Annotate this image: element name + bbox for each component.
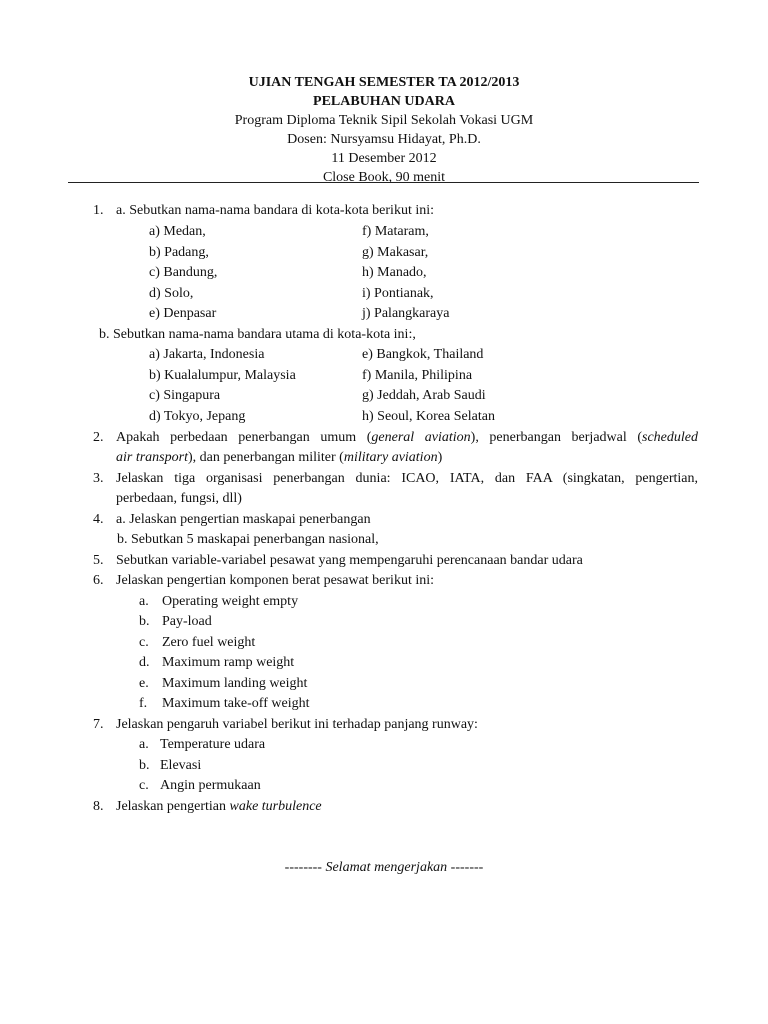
exam-program: Program Diploma Teknik Sipil Sekolah Vokasi UGM xyxy=(234,113,534,128)
q1-number: 1. xyxy=(93,203,104,218)
q6-item-letter: e. xyxy=(139,676,149,691)
q6-item-letter: c. xyxy=(139,635,149,650)
q3-line-1 xyxy=(116,469,698,489)
q2-line-2 xyxy=(116,448,442,468)
q6-item-letter: f. xyxy=(139,696,148,711)
exam-lecturer: Dosen: Nursyamsu Hidayat, Ph.D. xyxy=(287,132,481,147)
q4-number: 4. xyxy=(93,512,104,527)
q1a-left-item: d) Solo, xyxy=(149,286,194,301)
q1a-left-item: e) Denpasar xyxy=(149,306,217,321)
q1b-left-item: b) Kualalumpur, Malaysia xyxy=(149,368,296,383)
q6-item-text: Pay-load xyxy=(162,614,212,629)
exam-mode: Close Book, 90 menit xyxy=(322,170,446,185)
q1b-left-item: a) Jakarta, Indonesia xyxy=(149,347,265,362)
q1b-right-item: h) Seoul, Korea Selatan xyxy=(362,409,495,424)
closing-text: Selamat mengerjakan xyxy=(325,860,448,875)
closing-line xyxy=(0,858,768,878)
q6-item-text: Zero fuel weight xyxy=(162,635,256,650)
q1a-right-item: h) Manado, xyxy=(362,265,427,280)
q1a-left-item: b) Padang, xyxy=(149,245,209,260)
q2-line-1 xyxy=(116,428,698,448)
q2-number: 2. xyxy=(93,430,104,445)
q2-text: ), dan penerbangan militer ( xyxy=(187,450,344,465)
q6-item-letter: d. xyxy=(139,655,150,670)
q8-number: 8. xyxy=(93,799,104,814)
q6-text: Jelaskan pengertian komponen berat pesawat berikut ini: xyxy=(116,573,435,588)
q2-text: Apakah perbedaan penerbangan umum ( xyxy=(116,430,372,445)
q7-number: 7. xyxy=(93,717,104,732)
q2-term: general aviation xyxy=(371,430,471,445)
q1b-right-item: e) Bangkok, Thailand xyxy=(362,347,484,362)
q2-text: ), penerbangan berjadwal ( xyxy=(470,430,643,445)
q4b-text: b. Sebutkan 5 maskapai penerbangan nasional, xyxy=(117,532,379,547)
q1b-left-item: d) Tokyo, Jepang xyxy=(149,409,246,424)
q7-text: Jelaskan pengaruh variabel berikut ini terhadap panjang runway: xyxy=(116,717,478,732)
q6-item-text: Maximum take-off weight xyxy=(162,696,310,711)
q7-item-text: Angin permukaan xyxy=(160,778,261,793)
q2-text: ) xyxy=(437,450,443,465)
q1a-left-item: a) Medan, xyxy=(149,224,206,239)
q1b-prompt: b. Sebutkan nama-nama bandara utama di kota-kota ini:, xyxy=(99,327,416,342)
q8-term: wake turbulence xyxy=(229,799,322,814)
q3-text: Jelaskan tiga organisasi penerbangan dunia: ICAO, IATA, dan FAA (singkatan, pengertian, xyxy=(116,471,698,486)
closing-dashes: ------- xyxy=(447,860,484,875)
q8-text: Jelaskan pengertian xyxy=(116,799,230,814)
q1a-right-item: j) Palangkaraya xyxy=(362,306,450,321)
q5-text: Sebutkan variable-variabel pesawat yang mempengaruhi perencanaan bandar udara xyxy=(116,553,583,568)
q1a-right-item: f) Mataram, xyxy=(362,224,429,239)
q6-item-text: Maximum landing weight xyxy=(162,676,308,691)
q1b-right-item: f) Manila, Philipina xyxy=(362,368,473,383)
q1a-right-item: g) Makasar, xyxy=(362,245,429,260)
q6-item-text: Maximum ramp weight xyxy=(162,655,295,670)
exam-subject: PELABUHAN UDARA xyxy=(313,94,455,109)
q7-item-letter: a. xyxy=(139,737,149,752)
q7-item-text: Elevasi xyxy=(160,758,202,773)
q5-number: 5. xyxy=(93,553,104,568)
q1a-left-item: c) Bandung, xyxy=(149,265,218,280)
q6-item-text: Operating weight empty xyxy=(162,594,299,609)
header-divider xyxy=(68,182,699,183)
exam-date: 11 Desember 2012 xyxy=(331,151,437,166)
q1b-left-item: c) Singapura xyxy=(149,388,221,403)
q2-term: scheduled xyxy=(642,430,698,445)
q6-item-letter: a. xyxy=(139,594,149,609)
q1b-right-item: g) Jeddah, Arab Saudi xyxy=(362,388,486,403)
exam-title: UJIAN TENGAH SEMESTER TA 2012/2013 xyxy=(248,75,520,90)
exam-header xyxy=(0,73,768,187)
q7-item-text: Temperature udara xyxy=(160,737,266,752)
q1a-prompt: a. Sebutkan nama-nama bandara di kota-kota berikut ini: xyxy=(116,203,435,218)
closing-dashes: -------- xyxy=(284,860,326,875)
q8-line xyxy=(116,797,322,817)
q6-number: 6. xyxy=(93,573,104,588)
q3-line-2: perbedaan, fungsi, dll) xyxy=(116,491,242,506)
q3-number: 3. xyxy=(93,471,104,486)
q7-item-letter: c. xyxy=(139,778,149,793)
q7-item-letter: b. xyxy=(139,758,150,773)
q6-item-letter: b. xyxy=(139,614,150,629)
q2-term: air transport xyxy=(116,450,188,465)
q4a-text: a. Jelaskan pengertian maskapai penerbangan xyxy=(116,512,371,527)
q1a-right-item: i) Pontianak, xyxy=(362,286,434,301)
q2-term: military aviation xyxy=(343,450,438,465)
